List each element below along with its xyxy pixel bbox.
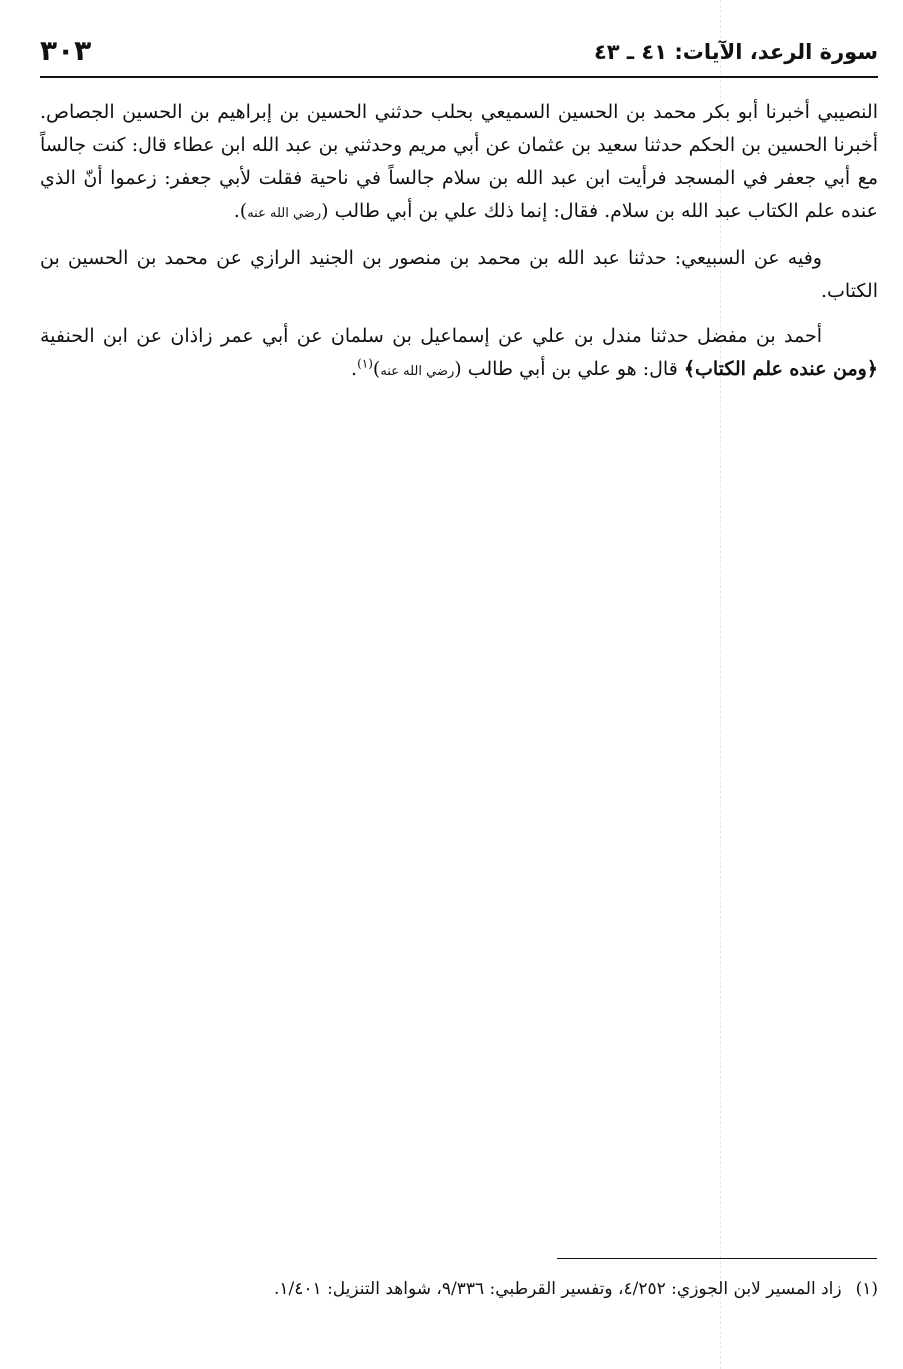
footnote-separator [557, 1258, 877, 1259]
header-rule [40, 76, 878, 78]
running-header-title: سورة الرعد، الآيات: ٤١ ـ ٤٣ [593, 40, 878, 64]
quran-verse: ﴿ومن عنده علم الكتاب﴾ [683, 358, 878, 380]
footnote-text: زاد المسير لابن الجوزي: ٤/٢٥٢، وتفسير القرطبي: ٩/٣٣٦، شواهد التنزيل: ١/٤٠١. [274, 1279, 842, 1299]
main-text [40, 96, 878, 388]
paragraph-2-text: وفيه عن السبيعي: حدثنا عبد الله بن محمد بن منصور بن الجنيد الرازي عن محمد بن الحسين بن الكتاب. [40, 247, 878, 302]
paragraph-1-end: ). [233, 200, 248, 222]
paragraph-1 [40, 96, 878, 230]
page-number: ٣٠٣ [40, 34, 92, 67]
paragraph-3-end: . [351, 358, 358, 380]
footnote-reference: (١) [357, 356, 373, 371]
footnote [40, 1275, 878, 1303]
paragraph-2 [40, 242, 878, 308]
paragraph-3 [40, 320, 878, 388]
paragraph-3-close: ) [372, 358, 381, 380]
footnote-number: (١) [855, 1279, 878, 1299]
paragraph-3-text: أحمد بن مفضل حدثنا مندل بن علي عن إسماعيل بن سلمان عن أبي عمر زاذان عن ابن الحنفية [40, 325, 822, 347]
honorific-ligature: رضي الله عنه [247, 206, 322, 221]
paragraph-1-text: النصيبي أخبرنا أبو بكر محمد بن الحسين السميعي بحلب حدثني الحسين بن إبراهيم بن الحسين الجصاص. أخبرنا الحسين بن الحكم حدثنا سعيد بن عثمان عن أبي مريم وحدثني بن عبد الله ابن عطاء قال: كنت جالساً مع أبي جعفر في المسجد فرأيت ابن عبد الله بن سلام جالساً في ناحية فقلت لأبي جعفر: زعموا أنّ الذي عنده علم الكتاب عبد الله بن سلام. فقال: إنما ذلك علي بن أبي طالب ( [40, 101, 878, 222]
paragraph-3-text-mid: قال: هو علي بن أبي طالب ( [454, 358, 684, 380]
honorific-ligature: رضي الله عنه [380, 364, 455, 379]
running-header [40, 30, 878, 70]
